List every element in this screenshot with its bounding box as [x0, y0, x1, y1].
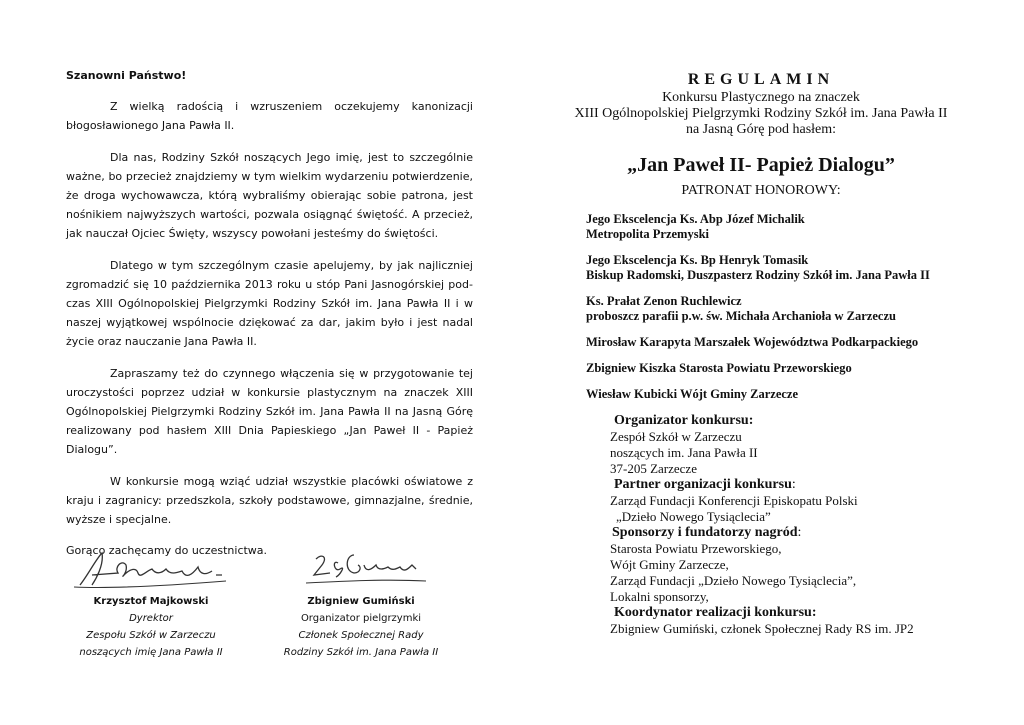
patron-role: proboszcz parafii p.w. św. Michała Archanioła w Zarzeczu: [586, 309, 896, 323]
letter-greeting: Szanowni Państwo!: [66, 69, 187, 82]
regulamin-subtitle-3: na Jasną Górę pod hasłem:: [685, 122, 837, 137]
regulamin: [560, 70, 962, 637]
signer-organization: Członek Społecznej Rady: [298, 630, 424, 641]
organizer-line: noszących im. Jana Pawła II: [610, 445, 758, 460]
organizer-heading: Organizator konkursu:: [614, 413, 754, 428]
patron-name: Ks. Prałat Zenon Ruchlewicz: [586, 294, 742, 308]
signature-block-guminski: [266, 545, 456, 661]
organizers-section: [560, 413, 962, 637]
partner-line: Zarząd Fundacji Konferencji Episkopatu Polski: [610, 493, 858, 508]
letter-paragraph-3: Dlatego w tym szczególnym czasie apelujemy, by jak najliczniej zgromadzić się 10 października 2013 roku u stóp Pani Jasnogórskiej podczas XIII Ogólnopolskiej Pielgrzymki Rodziny Szkół im. Jana Pawła II i w naszej wyjątkowej wspólnocie dziękować za dar, jakim było i jest nadal życie oraz nauczanie Jana Pawła II.: [66, 258, 473, 349]
regulamin-title: REGULAMIN: [687, 71, 835, 88]
letter-paragraph-1: Z wielką radością i wzruszeniem oczekujemy kanonizacji błogosławionego Jana Pawła II.: [66, 100, 473, 133]
sponsors-heading: [610, 525, 962, 541]
organizer-line: Zespół Szkół w Zarzeczu: [610, 429, 742, 444]
letter-closing: Gorąco zachęcamy do uczestnictwa.: [66, 544, 268, 558]
signature-block-majkowski: [56, 545, 246, 661]
letter-paragraph-4: Zapraszamy też do czynnego włączenia się w przygotowanie tej uroczystości poprzez udział w konkursie plastycznym na znaczek XIII Ogólnopolskiej Pielgrzymki Rodziny Szkół im. Jana Pawła II na Jasną Górę realizowany pod hasłem XIII Dnia Papieskiego „Jan Paweł II - Papież Dialogu”.: [66, 366, 473, 457]
signer-title: Organizator pielgrzymki: [300, 613, 422, 624]
partner-heading-colon: :: [791, 477, 796, 492]
sponsor-line: Zarząd Fundacji „Dzieło Nowego Tysiąclecia”,: [610, 573, 857, 588]
sponsor-line: Starosta Powiatu Przeworskiego,: [610, 541, 782, 556]
partner-heading-text: Partner organizacji konkursu: [614, 477, 792, 492]
letter-paragraph-5: W konkursie mogą wziąć udział wszystkie placówki oświatowe z kraju i zagranicy: przedszkola, szkoły podstawowe, gimnazjalne, średnie, wyższe i specjalne.: [66, 474, 473, 527]
patron-name: Wiesław Kubicki Wójt Gminy Zarzecze: [586, 387, 799, 401]
patron-role: Biskup Radomski, Duszpasterz Rodziny Szkół im. Jana Pawła II: [586, 268, 930, 282]
handwritten-signature-guminski: [276, 545, 446, 593]
patron-name: Mirosław Karapyta Marszałek Województwa Podkarpackiego: [586, 335, 919, 349]
sponsors-heading-text: Sponsorzy i fundatorzy nagród: [612, 525, 798, 540]
patrons-list: [560, 212, 962, 402]
patron-entry: [586, 361, 962, 376]
patron-entry: [586, 253, 962, 283]
signatures: [66, 545, 486, 658]
patron-name: Zbigniew Kiszka Starosta Powiatu Przeworskiego: [586, 361, 852, 375]
patron-role: Metropolita Przemyski: [586, 227, 709, 241]
patronage-heading: PATRONAT HONOROWY:: [681, 183, 841, 198]
signer-name: Krzysztof Majkowski: [93, 596, 209, 607]
organizer-line: 37-205 Zarzecze: [610, 461, 697, 476]
partner-heading: [610, 477, 962, 493]
signer-organization-line2: Rodziny Szkół im. Jana Pawła II: [283, 647, 439, 658]
signer-organization-line2: noszących imię Jana Pawła II: [79, 647, 223, 658]
regulamin-subtitle-1: Konkursu Plastycznego na znaczek: [662, 90, 860, 105]
patron-name: Jego Ekscelencja Ks. Bp Henryk Tomasik: [586, 253, 809, 267]
partner-line: „Dzieło Nowego Tysiąclecia”: [616, 509, 771, 524]
letter-paragraph-2: Dla nas, Rodziny Szkół noszących Jego imię, jest to szczególnie ważne, bo przecież znajdziemy w tym wielkim wydarzeniu potwierdzenie, że droga wychowawcza, którą wybraliśmy obierając sobie patrona, jest nośnikiem najwyższych wartości, pozwala osiągnąć świętość. A przecież, jak nauczał Ojciec Święty, wszyscy powołani jesteśmy do świętości.: [66, 150, 473, 241]
patron-name: Jego Ekscelencja Ks. Abp Józef Michalik: [586, 212, 805, 226]
handwritten-signature-majkowski: [66, 545, 236, 593]
sponsor-line: Wójt Gminy Zarzecze,: [610, 557, 729, 572]
signer-organization: Zespołu Szkół w Zarzeczu: [86, 630, 216, 641]
sponsors-heading-colon: :: [797, 525, 802, 540]
coordinator-line: Zbigniew Gumiński, członek Społecznej Rady RS im. JP2: [610, 621, 914, 636]
letter: [66, 66, 473, 560]
patron-entry: [586, 294, 962, 324]
patron-entry: [586, 212, 962, 242]
signer-name: Zbigniew Gumiński: [307, 596, 415, 607]
signer-title: Dyrektor: [129, 613, 173, 624]
patron-entry: [586, 335, 962, 350]
contest-motto: „Jan Paweł II- Papież Dialogu”: [627, 154, 895, 176]
patron-entry: [586, 387, 962, 402]
sponsor-line: Lokalni sponsorzy,: [610, 589, 709, 604]
coordinator-heading: Koordynator realizacji konkursu:: [614, 605, 817, 620]
regulamin-subtitle-2: XIII Ogólnopolskiej Pielgrzymki Rodziny Szkół im. Jana Pawła II: [574, 106, 948, 121]
